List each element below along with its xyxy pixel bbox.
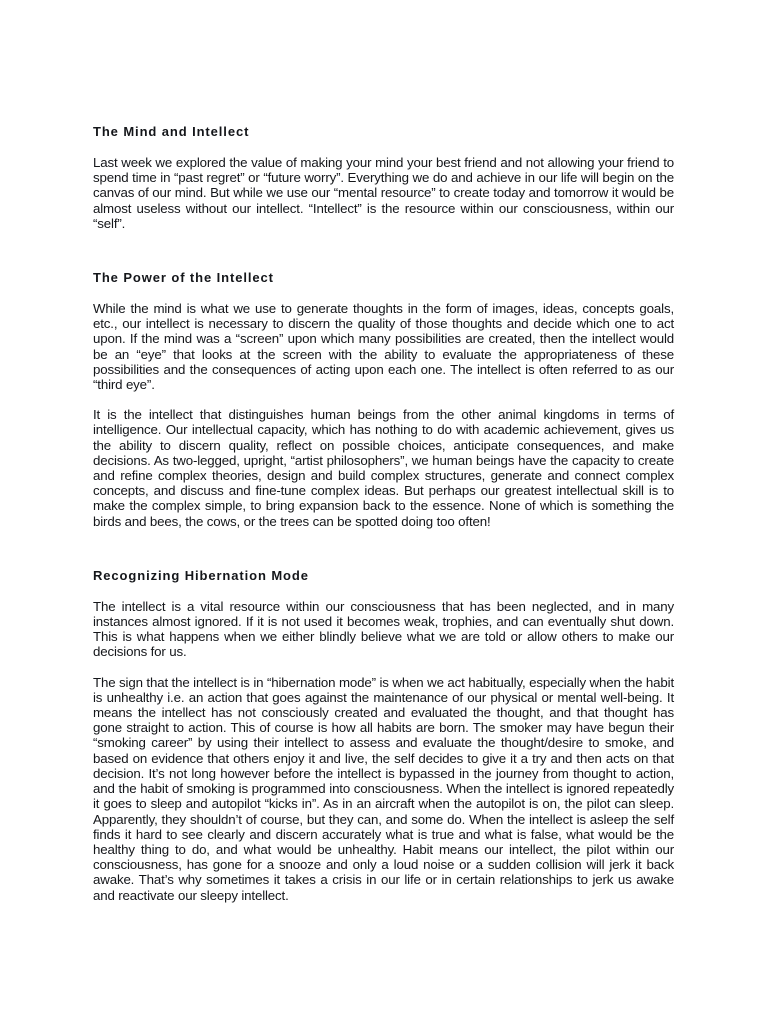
section-spacer [93, 544, 674, 568]
document-page [93, 124, 674, 918]
section-heading-hibernation-mode: Recognizing Hibernation Mode [93, 567, 309, 583]
paragraph: Last week we explored the value of making your mind your best friend and not allowing your friend to spend time in “past regret” or “future worry”. Everything we do and achieve in our life will begin on the canvas of our mind. But while we use our “mental resource” to create today and tomorrow it would be almost useless without our intellect. “Intellect” is the resource within our consciousness, within our “self”. [93, 155, 674, 231]
paragraph: It is the intellect that distinguishes human beings from the other animal kingdoms in terms of intelligence. Our intellectual capacity, which has nothing to do with academic achievement, gives us the ability to discern quality, reflect on possible choices, anticipate consequences, and make decisions. As two-legged, upright, “artist philosophers”, we human beings have the capacity to create and refine complex theories, design and build complex structures, generate and connect complex concepts, and discuss and fine-tune complex ideas. But perhaps our greatest intellectual skill is to make the complex simple, to bring expansion back to the essence. None of which is something the birds and bees, the cows, or the trees can be spotted doing too often! [93, 407, 674, 529]
section-heading-power-of-intellect: The Power of the Intellect [93, 270, 274, 286]
paragraph: The intellect is a vital resource within our consciousness that has been neglected, and in many instances almost ignored. If it is not used it becomes weak, trophies, and can eventually shut down. This is what happens when we either blindly believe what we are told or allow others to make our decisions for us. [93, 598, 674, 660]
paragraph: While the mind is what we use to generate thoughts in the form of images, ideas, concepts goals, etc., our intellect is necessary to discern the quality of those thoughts and decide which one to act upon. If the mind was a “screen” upon which many possibilities are created, then the intellect would be an “eye” that looks at the screen with the ability to evaluate the appropriateness of these possibilities and the consequences of acting upon each one. The intellect is often referred to as our “third eye”. [93, 301, 674, 393]
section-heading-mind-and-intellect: The Mind and Intellect [93, 124, 250, 139]
paragraph: The sign that the intellect is in “hibernation mode” is when we act habitually, especially when the habit is unhealthy i.e. an action that goes against the maintenance of our physical or mental well-being. It means the intellect has not consciously created and evaluated the thought, and that thought has gone straight to action. This of course is how all habits are born. The smoker may have begun their “smoking career” by using their intellect to assess and evaluate the thought/desire to smoke, and based on evidence that others enjoy it and live, the self decides to give it a try and then acts on that decision. It’s not long however before the intellect is bypassed in the journey from thought to action, and the habit of smoking is programmed into consciousness. When the intellect is ignored repeatedly it goes to sleep and autopilot “kicks in”. As in an aircraft when the autopilot is on, the pilot can sleep. Apparently, they shouldn’t of course, but they can, and some do. When the intellect is asleep the self finds it hard to see clearly and discern accurately what is true and what is false, what would be the healthy thing to do, and what would be unhealthy. Habit means our intellect, the pilot within our consciousness, has gone for a snooze and only a loud noise or a sudden collision will jerk it back awake. That’s why sometimes it takes a crisis in our life or in certain relationships to jerk us awake and reactivate our sleepy intellect. [93, 674, 674, 903]
section-spacer [93, 246, 674, 270]
